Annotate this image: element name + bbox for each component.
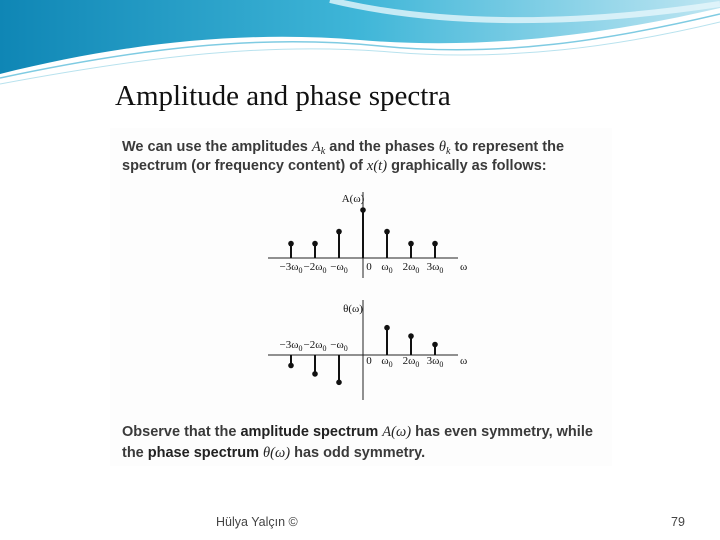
tick-label: $-\omega_0$ bbox=[330, 339, 348, 353]
intro-text: to represent the bbox=[454, 139, 565, 155]
x-axis-label: ω bbox=[460, 355, 468, 367]
tick-label: $2\omega_0$ bbox=[402, 355, 420, 369]
tick-label: $-3\omega_0$ bbox=[279, 339, 303, 353]
tick-label: 0 bbox=[366, 261, 372, 273]
outro-emphasis: amplitude spectrum bbox=[240, 424, 379, 440]
slide-title: Amplitude and phase spectra bbox=[115, 80, 451, 112]
outro-text: Observe that the bbox=[122, 424, 237, 440]
signal-symbol: x(t) bbox=[366, 158, 388, 174]
tick-label: $-3\omega_0$ bbox=[279, 261, 303, 275]
stem-marker bbox=[408, 333, 414, 339]
stem-marker bbox=[336, 380, 342, 386]
stem-marker bbox=[288, 241, 294, 247]
stem-marker bbox=[384, 229, 390, 235]
outro-emphasis: phase spectrum bbox=[147, 445, 259, 461]
x-axis-label: ω bbox=[460, 261, 468, 273]
stem-marker bbox=[336, 229, 342, 235]
stem-marker bbox=[288, 363, 294, 369]
tick-label: $-\omega_0$ bbox=[330, 261, 348, 275]
intro-text: graphically as follows: bbox=[391, 158, 547, 174]
stem-marker bbox=[432, 342, 438, 348]
page-number: 79 bbox=[671, 515, 685, 529]
outro-line-1 bbox=[122, 424, 593, 441]
outro-text: has odd symmetry. bbox=[294, 445, 426, 461]
stem-marker bbox=[312, 241, 318, 247]
stem-marker bbox=[408, 241, 414, 247]
footer-author: Hülya Yalçın © bbox=[216, 515, 298, 529]
tick-label: $\omega_0$ bbox=[381, 261, 393, 275]
stem-marker bbox=[360, 207, 366, 213]
phase-symbol: $\theta_k$ bbox=[438, 139, 451, 157]
stem-marker bbox=[312, 371, 318, 377]
stem-marker bbox=[432, 241, 438, 247]
outro-line-2 bbox=[122, 445, 425, 462]
y-axis-label: A(ω) bbox=[341, 193, 365, 205]
tick-label: 0 bbox=[366, 355, 372, 367]
amplitude-symbol: $A_k$ bbox=[311, 139, 326, 157]
intro-text: We can use the amplitudes bbox=[122, 139, 308, 155]
tick-label: $3\omega_0$ bbox=[426, 261, 444, 275]
tick-label: $\omega_0$ bbox=[381, 355, 393, 369]
stem-marker bbox=[384, 325, 390, 331]
tick-label: $2\omega_0$ bbox=[402, 261, 420, 275]
phase-function: θ(ω) bbox=[263, 445, 291, 461]
intro-text: and the phases bbox=[329, 139, 435, 155]
tick-label: $3\omega_0$ bbox=[426, 355, 444, 369]
amplitude-function: A(ω) bbox=[382, 424, 412, 440]
outro-text: the bbox=[122, 445, 144, 461]
outro-text: has even symmetry, while bbox=[415, 424, 593, 440]
tick-label: $-2\omega_0$ bbox=[303, 339, 327, 353]
intro-text: spectrum (or frequency content) of bbox=[122, 158, 363, 174]
y-axis-label: θ(ω) bbox=[343, 303, 363, 315]
tick-label: $-2\omega_0$ bbox=[303, 261, 327, 275]
